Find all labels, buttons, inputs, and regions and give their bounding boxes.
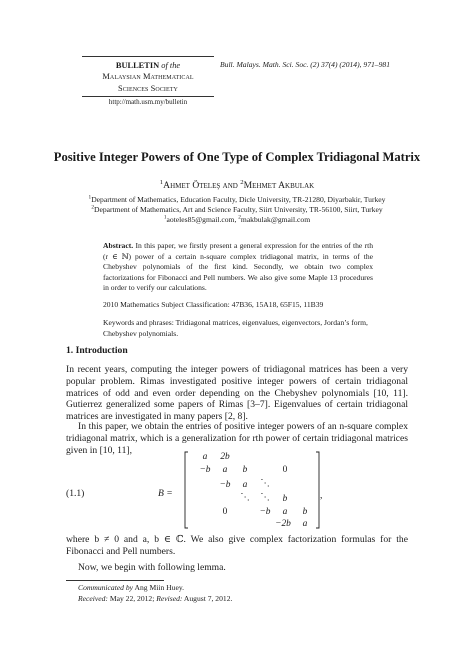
author-line: $^1$Ahmet Öteleş and $^2$Mehmet Akbulak — [159, 178, 315, 191]
matrix-entry: −2b — [275, 519, 291, 529]
footnotes — [78, 583, 232, 604]
matrix-entry: b — [282, 494, 288, 504]
masthead-url[interactable]: http://math.usm.my/bulletin — [108, 98, 188, 107]
post-equation-text: where b ≠ 0 and a, b ∈ ℂ. We also give complex factorization formulas for the Fibonacci and Pell numbers. — [66, 534, 408, 557]
paper-title: Positive Integer Powers of One Type of Complex Tridiagonal Matrix — [53, 150, 421, 164]
affiliation-1: $^1$Department of Mathematics, Education Faculty, Dicle University, TR-21280, Diyarbakir, Turkey — [88, 194, 386, 204]
matrix-entry: ⋱ — [260, 493, 270, 503]
abstract-label: Abstract. — [103, 241, 134, 250]
journal-masthead — [82, 56, 214, 109]
matrix-entry: b — [302, 507, 308, 517]
matrix-entry: ⋱ — [260, 479, 270, 489]
matrix-entry: −b — [259, 507, 271, 517]
matrix-entry: b — [242, 465, 248, 475]
matrix-entry: 2b — [220, 452, 230, 462]
section-heading: 1. Introduction — [66, 345, 128, 356]
masthead-line-2: Malaysian Mathematical — [102, 72, 194, 82]
abstract-text: In this paper, we firstly present a general expression for the entries of the rth (r ∈ ℕ) power of a certain n-square complex tridiagonal matrix, in terms of the Chebyshev polynomials of the first kind. Secondly, we obtain two complex factorizations for Fibonacci and Pell numbers. We also give some Maple 13 procedures in order to verify our calculations. — [103, 241, 373, 293]
masthead-top-rule — [82, 56, 214, 57]
author-2: Mehmet Akbulak — [243, 180, 315, 191]
matrix-entry: a — [282, 507, 288, 517]
keywords: Keywords and phrases: Tridiagonal matrices, eigenvalues, eigenvectors, Jordan’s form, Chebyshev polynomials. — [103, 318, 368, 338]
equation-comma: , — [320, 490, 323, 501]
footnote-rule — [66, 580, 164, 581]
masthead-line-3: Sciences Society — [117, 83, 178, 93]
matrix-entry: a — [302, 519, 308, 529]
equation-1-1 — [66, 450, 408, 530]
affiliation-2: $^2$Department of Mathematics, Art and Science Faculty, Siirt University, TR-56100, Siirt, Turkey — [91, 204, 383, 214]
lemma-intro-text: Now, we begin with following lemma. — [78, 562, 226, 573]
matrix-entry: a — [222, 465, 228, 475]
equation-number: (1.1) — [66, 488, 85, 499]
intro-paragraph-2: In this paper, we obtain the entries of positive integer powers of an n-square complex tridiagonal matrix, which is a generalization for rth power of certain tridiagonal matrices given in [10, 11], — [66, 421, 408, 456]
intro-paragraph-1: In recent years, computing the integer powers of tridiagonal matrices has been a very popular problem. Rimas investigated positive integer powers of certain tridiagonal matrices of odd and even order depending on the Chebyshev polynomials [10, 11]. Gutierrez generalized some papers of Rimas [3–7]. Eigenvalues of certain tridiagonal matrices are investigated in many papers [2, 8]. — [66, 364, 408, 423]
matrix-entry: −b — [219, 480, 231, 490]
msc-classification: 2010 Mathematics Subject Classification: 47B36, 15A18, 65F15, 11B39 — [103, 300, 324, 309]
equation-lhs: B = — [158, 488, 173, 499]
matrix-brackets — [184, 450, 323, 530]
matrix-entry: a — [242, 480, 248, 490]
matrix-entry: 0 — [222, 507, 228, 517]
author-1: Ahmet Öteleş — [163, 180, 221, 191]
author-emails[interactable]: $^1$aoteles85@gmail.com, $^2$makbulak@gmail.com — [163, 214, 311, 224]
abstract — [103, 241, 373, 294]
received-revised: Received: May 22, 2012; Revised: August 7, 2012. — [78, 593, 233, 603]
matrix-entry: 0 — [282, 465, 288, 475]
journal-reference: Bull. Malays. Math. Sci. Soc. (2) 37(4) (2014), 971–981 — [220, 60, 390, 69]
matrix-entry: ⋱ — [240, 493, 250, 503]
matrix-entry: −b — [199, 465, 211, 475]
communicated-by: Communicated by Ang Miin Huey. — [78, 583, 185, 592]
affiliations — [0, 195, 474, 224]
masthead-line-1: BULLETIN of the — [115, 61, 181, 70]
matrix-entry: a — [202, 452, 208, 462]
